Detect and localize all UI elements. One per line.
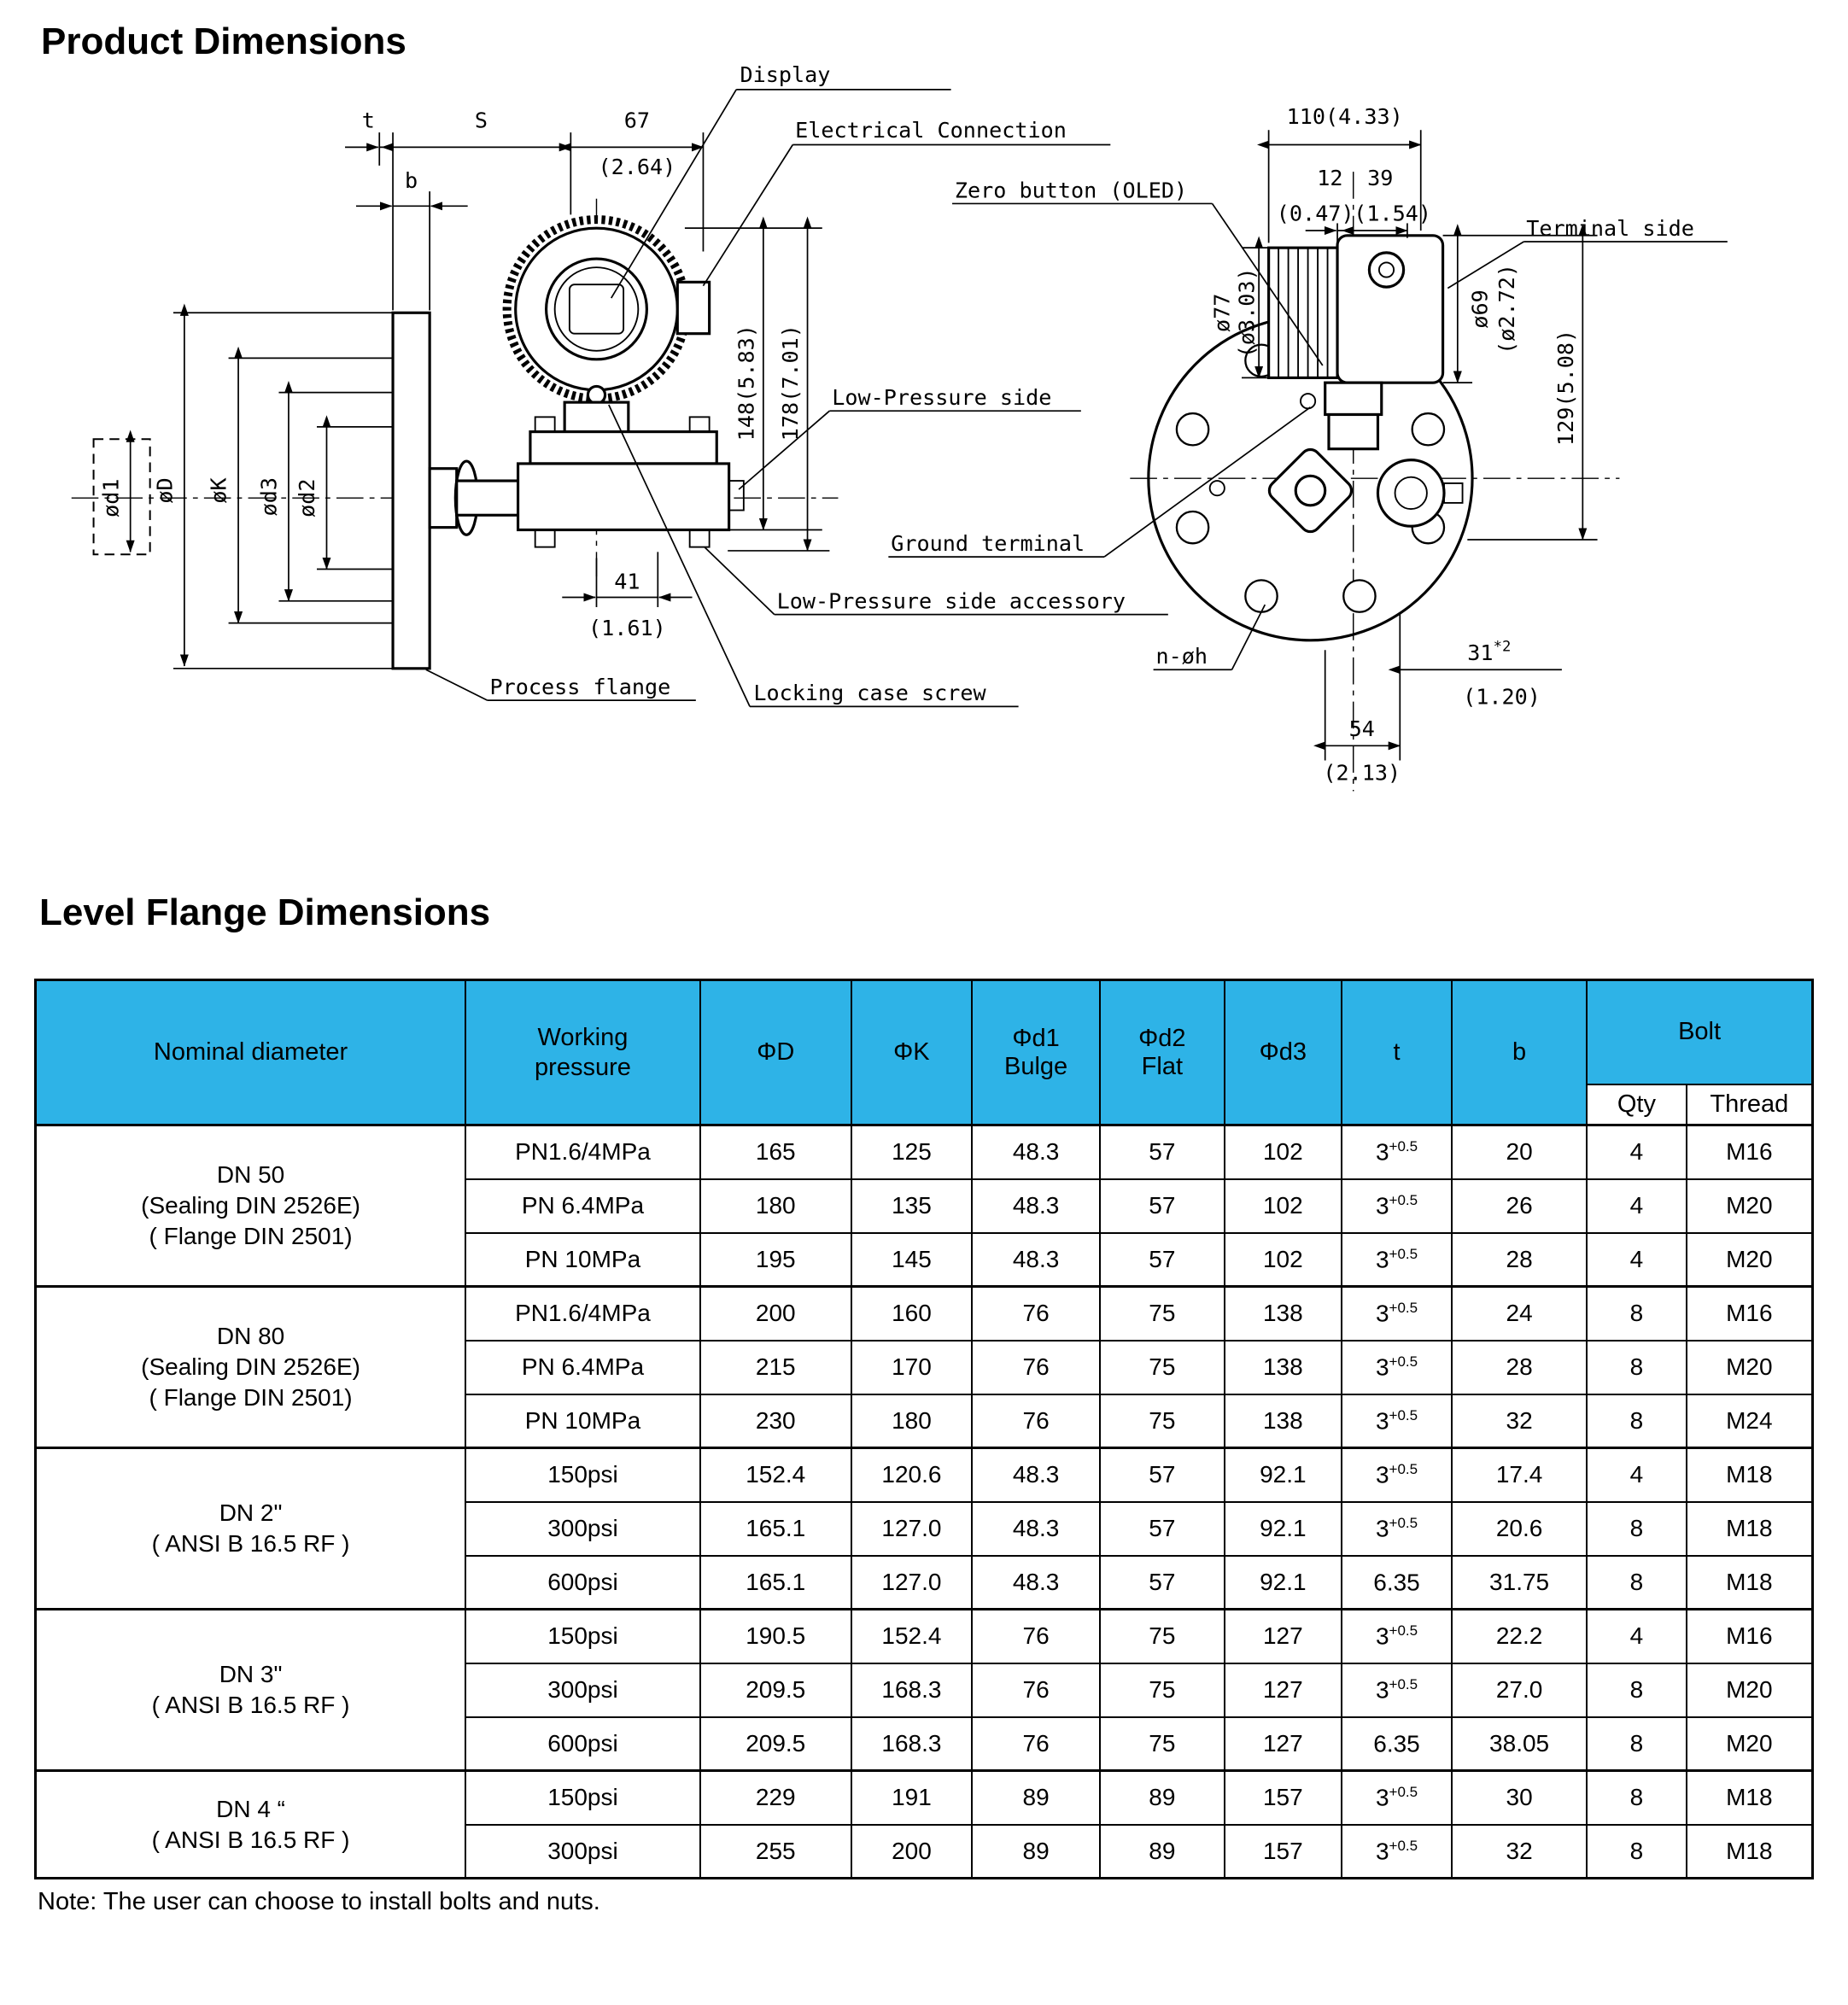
bolt-qty-cell: 8 [1587, 1556, 1687, 1610]
working-pressure-cell: 600psi [465, 1717, 700, 1771]
phi-D-cell: 190.5 [700, 1610, 851, 1663]
phi-K-cell: 152.4 [851, 1610, 973, 1663]
nominal-diameter-cell [36, 1448, 466, 1610]
phi-d3-cell: 138 [1225, 1394, 1342, 1448]
working-pressure-cell: PN 10MPa [465, 1233, 700, 1287]
bolt-thread-cell: M16 [1687, 1610, 1813, 1663]
working-pressure-cell: PN1.6/4MPa [465, 1125, 700, 1179]
bolt-qty-cell: 4 [1587, 1233, 1687, 1287]
dim-b: b [405, 167, 418, 193]
t-cell: 6.35 [1342, 1717, 1452, 1771]
dim-od1: ød1 [98, 478, 124, 517]
header-bolt: Bolt [1587, 980, 1812, 1084]
phi-D-cell: 165 [700, 1125, 851, 1179]
nominal-diameter-cell [36, 1610, 466, 1771]
phi-D-cell: 152.4 [700, 1448, 851, 1502]
callout-ground-terminal: Ground terminal [891, 530, 1085, 556]
header-bolt-thread: Thread [1687, 1084, 1813, 1125]
bolt-qty-cell: 4 [1587, 1179, 1687, 1233]
dim-54-inch: (2.13) [1323, 760, 1401, 786]
section-title-level-flange: Level Flange Dimensions [39, 891, 491, 933]
b-cell: 30 [1452, 1771, 1587, 1825]
phi-d2-cell: 89 [1100, 1771, 1225, 1825]
phi-K-cell: 127.0 [851, 1556, 973, 1610]
bolt-qty-cell: 8 [1587, 1341, 1687, 1394]
dim-178: 178(7.01) [778, 324, 804, 441]
table-row [36, 1125, 1813, 1179]
b-cell: 28 [1452, 1233, 1587, 1287]
bolt-thread-cell: M20 [1687, 1717, 1813, 1771]
dim-110: 110(4.33) [1286, 104, 1403, 130]
phi-d2-cell: 89 [1100, 1825, 1225, 1879]
working-pressure-cell: 300psi [465, 1663, 700, 1717]
page-title: Product Dimensions [41, 20, 406, 62]
phi-d2-cell: 75 [1100, 1287, 1225, 1341]
phi-d1-cell: 48.3 [972, 1556, 1100, 1610]
header-phi-D: ΦD [700, 980, 851, 1125]
dim-o69-inch: (ø2.72) [1494, 264, 1519, 354]
phi-d3-cell: 138 [1225, 1341, 1342, 1394]
header-phi-K: ΦK [851, 980, 973, 1125]
dim-67: 67 [623, 108, 651, 133]
dim-39: 39 [1367, 165, 1394, 190]
nominal-diameter-line: ( ANSI B 16.5 RF ) [151, 1692, 350, 1718]
bolt-qty-cell: 8 [1587, 1287, 1687, 1341]
phi-d1-cell: 48.3 [972, 1179, 1100, 1233]
front-view-dimensions [1210, 104, 1598, 785]
phi-K-cell: 120.6 [851, 1448, 973, 1502]
phi-K-cell: 168.3 [851, 1663, 973, 1717]
phi-D-cell: 195 [700, 1233, 851, 1287]
front-view-drawing [1130, 172, 1619, 791]
electrical-connection-port [677, 282, 709, 333]
bolt-qty-cell: 4 [1587, 1125, 1687, 1179]
phi-D-cell: 209.5 [700, 1663, 851, 1717]
phi-D-cell: 255 [700, 1825, 851, 1879]
side-view-drawing [72, 199, 839, 669]
phi-D-cell: 215 [700, 1341, 851, 1394]
dim-o77-inch: (ø3.03) [1234, 267, 1260, 359]
b-cell: 17.4 [1452, 1448, 1587, 1502]
table-row [36, 1610, 1813, 1663]
header-phi-d3: Φd3 [1225, 980, 1342, 1125]
phi-K-cell: 170 [851, 1341, 973, 1394]
dim-39-inch: (1.54) [1354, 201, 1432, 226]
table-row [36, 1287, 1813, 1341]
dim-oD: øD [152, 477, 178, 504]
phi-d1-cell: 76 [972, 1663, 1100, 1717]
phi-d3-cell: 138 [1225, 1287, 1342, 1341]
bolt-thread-cell: M20 [1687, 1233, 1813, 1287]
t-cell: $3^{+0.5}$ [1342, 1179, 1452, 1233]
phi-d1-cell: 76 [972, 1394, 1100, 1448]
phi-d3-cell: 92.1 [1225, 1448, 1342, 1502]
phi-D-cell: 229 [700, 1771, 851, 1825]
b-cell: 32 [1452, 1394, 1587, 1448]
flange-dimensions-table [34, 979, 1814, 1879]
bolt-qty-cell: 8 [1587, 1771, 1687, 1825]
phi-d2-cell: 57 [1100, 1502, 1225, 1556]
working-pressure-cell: PN1.6/4MPa [465, 1287, 700, 1341]
phi-K-cell: 135 [851, 1179, 973, 1233]
dim-S: S [474, 108, 488, 133]
bolt-thread-cell: M18 [1687, 1556, 1813, 1610]
b-cell: 20.6 [1452, 1502, 1587, 1556]
nominal-diameter-line: ( Flange DIN 2501) [149, 1383, 353, 1411]
bolt-thread-cell: M18 [1687, 1448, 1813, 1502]
nominal-diameter-line: DN 50 [216, 1161, 285, 1189]
header-b: b [1452, 980, 1587, 1125]
callout-display: Display [740, 62, 831, 88]
nominal-diameter-line: (Sealing DIN 2526E) [141, 1353, 360, 1381]
process-manifold [518, 464, 729, 530]
working-pressure-cell: 150psi [465, 1771, 700, 1825]
phi-K-cell: 180 [851, 1394, 973, 1448]
bolt-thread-cell: M20 [1687, 1179, 1813, 1233]
phi-d2-cell: 57 [1100, 1179, 1225, 1233]
phi-d2-cell: 75 [1100, 1717, 1225, 1771]
dim-12-inch: (0.47) [1276, 201, 1354, 226]
bolt-thread-cell: M18 [1687, 1502, 1813, 1556]
bolt-qty-cell: 8 [1587, 1394, 1687, 1448]
dim-od2: ød2 [295, 478, 320, 517]
phi-d3-cell: 92.1 [1225, 1502, 1342, 1556]
bolt-qty-cell: 8 [1587, 1825, 1687, 1879]
header-t: t [1342, 980, 1452, 1125]
t-cell: $3^{+0.5}$ [1342, 1233, 1452, 1287]
header-phi-d2: Φd2 Flat [1100, 980, 1225, 1125]
callout-low-pressure-accessory: Low-Pressure side accessory [776, 588, 1126, 614]
phi-d2-cell: 57 [1100, 1125, 1225, 1179]
nominal-diameter-line: DN 80 [216, 1323, 285, 1350]
bolt-qty-cell: 4 [1587, 1610, 1687, 1663]
phi-d1-cell: 48.3 [972, 1125, 1100, 1179]
phi-d1-cell: 76 [972, 1717, 1100, 1771]
t-cell: $3^{+0.5}$ [1342, 1125, 1452, 1179]
vent-valve [1377, 460, 1444, 527]
dim-54: 54 [1348, 716, 1375, 741]
phi-d3-cell: 157 [1225, 1771, 1342, 1825]
dim-148: 148(5.83) [734, 324, 759, 441]
phi-D-cell: 200 [700, 1287, 851, 1341]
b-cell: 20 [1452, 1125, 1587, 1179]
phi-d3-cell: 102 [1225, 1179, 1342, 1233]
table-note: Note: The user can choose to install bolts and nuts. [38, 1888, 600, 1915]
phi-D-cell: 165.1 [700, 1556, 851, 1610]
b-cell: 26 [1452, 1179, 1587, 1233]
bolt-thread-cell: M16 [1687, 1125, 1813, 1179]
header-working-pressure: Working pressure [465, 980, 700, 1125]
nominal-diameter-cell [36, 1771, 466, 1879]
dim-129: 129(5.08) [1553, 329, 1578, 446]
working-pressure-cell: 300psi [465, 1825, 700, 1879]
phi-d1-cell: 48.3 [972, 1233, 1100, 1287]
b-cell: 28 [1452, 1341, 1587, 1394]
ground-terminal-screw [1301, 394, 1315, 408]
t-cell: $3^{+0.5}$ [1342, 1610, 1452, 1663]
phi-d2-cell: 57 [1100, 1556, 1225, 1610]
phi-d2-cell: 75 [1100, 1341, 1225, 1394]
b-cell: 32 [1452, 1825, 1587, 1879]
table-row [36, 1771, 1813, 1825]
working-pressure-cell: PN 10MPa [465, 1394, 700, 1448]
header-nominal-diameter: Nominal diameter [36, 980, 466, 1125]
t-cell: $3^{+0.5}$ [1342, 1341, 1452, 1394]
phi-K-cell: 127.0 [851, 1502, 973, 1556]
header-phi-d1: Φd1 Bulge [972, 980, 1100, 1125]
nominal-diameter-line: DN 4 “ [216, 1795, 285, 1822]
phi-K-cell: 191 [851, 1771, 973, 1825]
phi-D-cell: 209.5 [700, 1717, 851, 1771]
working-pressure-cell: 150psi [465, 1610, 700, 1663]
nominal-diameter-cell [36, 1125, 466, 1287]
phi-K-cell: 145 [851, 1233, 973, 1287]
t-cell: $3^{+0.5}$ [1342, 1663, 1452, 1717]
b-cell: 27.0 [1452, 1663, 1587, 1717]
nominal-diameter-line: (Sealing DIN 2526E) [141, 1192, 360, 1219]
t-cell: $3^{+0.5}$ [1342, 1448, 1452, 1502]
side-view-dimensions [98, 108, 829, 668]
phi-d1-cell: 76 [972, 1610, 1100, 1663]
nominal-diameter-cell [36, 1287, 466, 1448]
phi-d2-cell: 75 [1100, 1663, 1225, 1717]
callout-terminal-side: Terminal side [1526, 215, 1694, 241]
bolt-qty-cell: 4 [1587, 1448, 1687, 1502]
dim-od3: ød3 [256, 477, 282, 517]
bolt-thread-cell: M18 [1687, 1771, 1813, 1825]
phi-d1-cell: 48.3 [972, 1502, 1100, 1556]
phi-K-cell: 200 [851, 1825, 973, 1879]
phi-d2-cell: 57 [1100, 1448, 1225, 1502]
bolt-thread-cell: M20 [1687, 1663, 1813, 1717]
working-pressure-cell: PN 6.4MPa [465, 1179, 700, 1233]
phi-d2-cell: 75 [1100, 1610, 1225, 1663]
phi-d1-cell: 76 [972, 1341, 1100, 1394]
t-cell: $3^{+0.5}$ [1342, 1825, 1452, 1879]
dim-o77: ø77 [1209, 293, 1235, 332]
dim-31x2: 31$^{*2}$ [1467, 638, 1512, 665]
phi-d3-cell: 127 [1225, 1610, 1342, 1663]
callout-n-oh: n-øh [1155, 644, 1208, 669]
phi-d1-cell: 89 [972, 1771, 1100, 1825]
nominal-diameter-line: DN 3" [219, 1661, 283, 1688]
bolt-qty-cell: 8 [1587, 1663, 1687, 1717]
dim-41-inch: (1.61) [588, 616, 666, 641]
bolt-thread-cell: M16 [1687, 1287, 1813, 1341]
phi-d1-cell: 48.3 [972, 1448, 1100, 1502]
dim-o69: ø69 [1467, 289, 1493, 329]
nominal-diameter-line: ( ANSI B 16.5 RF ) [151, 1826, 350, 1853]
dim-t: t [361, 108, 375, 133]
dim-31-inch: (1.20) [1463, 684, 1541, 710]
phi-d3-cell: 102 [1225, 1233, 1342, 1287]
dim-oK: øK [206, 477, 231, 504]
t-cell: $3^{+0.5}$ [1342, 1771, 1452, 1825]
b-cell: 38.05 [1452, 1717, 1587, 1771]
t-cell: $3^{+0.5}$ [1342, 1502, 1452, 1556]
bolt-qty-cell: 8 [1587, 1717, 1687, 1771]
nominal-diameter-line: ( Flange DIN 2501) [149, 1222, 353, 1249]
table-header-row [36, 980, 1813, 1084]
phi-D-cell: 180 [700, 1179, 851, 1233]
callout-electrical-connection: Electrical Connection [795, 117, 1067, 143]
b-cell: 24 [1452, 1287, 1587, 1341]
b-cell: 22.2 [1452, 1610, 1587, 1663]
dim-67-inch: (2.64) [598, 154, 676, 179]
phi-d3-cell: 127 [1225, 1663, 1342, 1717]
phi-K-cell: 125 [851, 1125, 973, 1179]
conduit-entry [1369, 253, 1403, 287]
phi-d3-cell: 92.1 [1225, 1556, 1342, 1610]
phi-d1-cell: 89 [972, 1825, 1100, 1879]
header-bolt-qty: Qty [1587, 1084, 1687, 1125]
phi-d3-cell: 157 [1225, 1825, 1342, 1879]
dim-12: 12 [1317, 165, 1343, 190]
phi-D-cell: 230 [700, 1394, 851, 1448]
product-dimension-drawings [34, 0, 1814, 810]
working-pressure-cell: PN 6.4MPa [465, 1341, 700, 1394]
nominal-diameter-line: DN 2" [219, 1499, 283, 1527]
process-flange-plate [393, 313, 430, 669]
phi-d1-cell: 76 [972, 1287, 1100, 1341]
t-cell: $3^{+0.5}$ [1342, 1287, 1452, 1341]
working-pressure-cell: 150psi [465, 1448, 700, 1502]
phi-K-cell: 168.3 [851, 1717, 973, 1771]
callout-locking-case-screw: Locking case screw [753, 681, 986, 706]
phi-K-cell: 160 [851, 1287, 973, 1341]
t-cell: 6.35 [1342, 1556, 1452, 1610]
phi-d3-cell: 102 [1225, 1125, 1342, 1179]
working-pressure-cell: 600psi [465, 1556, 700, 1610]
working-pressure-cell: 300psi [465, 1502, 700, 1556]
t-cell: $3^{+0.5}$ [1342, 1394, 1452, 1448]
locking-screw [588, 386, 605, 403]
bolt-thread-cell: M18 [1687, 1825, 1813, 1879]
nominal-diameter-line: ( ANSI B 16.5 RF ) [151, 1530, 350, 1557]
bolt-thread-cell: M24 [1687, 1394, 1813, 1448]
phi-d2-cell: 75 [1100, 1394, 1225, 1448]
bolt-thread-cell: M20 [1687, 1341, 1813, 1394]
callout-process-flange: Process flange [489, 674, 671, 699]
table-row [36, 1448, 1813, 1502]
bolt-qty-cell: 8 [1587, 1502, 1687, 1556]
callout-zero-button: Zero button (OLED) [954, 178, 1188, 203]
phi-d2-cell: 57 [1100, 1233, 1225, 1287]
b-cell: 31.75 [1452, 1556, 1587, 1610]
dim-41: 41 [614, 569, 640, 594]
phi-D-cell: 165.1 [700, 1502, 851, 1556]
callout-low-pressure-side: Low-Pressure side [832, 385, 1052, 410]
phi-d3-cell: 127 [1225, 1717, 1342, 1771]
